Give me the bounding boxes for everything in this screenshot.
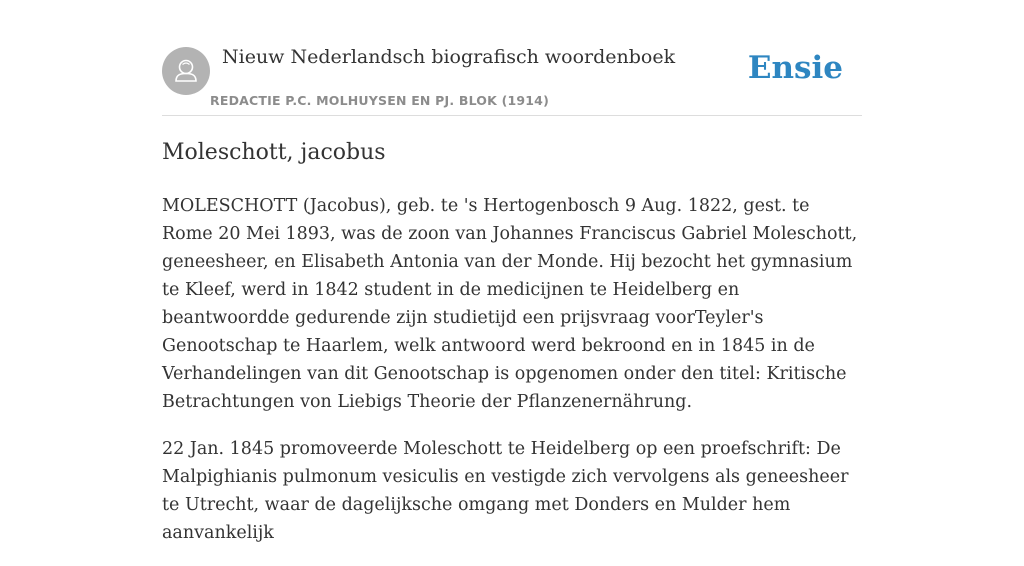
source-header [162,0,862,116]
source-editors: REDACTIE P.C. MOLHUYSEN EN PJ. BLOK (1914) [210,93,549,108]
paragraph: 22 Jan. 1845 promoveerde Moleschott te Heidelberg op een proefschrift: De Malpighianis pulmonum vesiculis en vestigde zich vervolgens als geneesheer te Utrecht, waar de dagelijksche omgang met Donders en Mulder hem aanvankelijk [162,439,849,543]
entry-title: Moleschott, jacobus [162,140,386,165]
source-title[interactable]: Nieuw Nederlandsch biografisch woordenboek [222,46,676,68]
page [162,0,862,543]
user-icon [162,47,210,95]
entry-body [162,192,862,566]
brand-logo[interactable]: Ensie [747,50,843,86]
paragraph: MOLESCHOTT (Jacobus), geb. te 's Hertogenbosch 9 Aug. 1822, gest. te Rome 20 Mei 1893, was de zoon van Johannes Franciscus Gabriel Moleschott, geneesheer, en Elisabeth Antonia van der Monde. Hij bezocht het gymnasium te Kleef, werd in 1842 student in de medicijnen te Heidelberg en beantwoordde gedurende zijn studietijd een prijsvraag voorTeyler's Genootschap te Haarlem, welk antwoord werd bekroond en in 1845 in de Verhandelingen van dit Genootschap is opgenomen onder den titel: Kritische Betrachtungen von Liebigs Theorie der Pflanzenernährung. [162,196,858,412]
